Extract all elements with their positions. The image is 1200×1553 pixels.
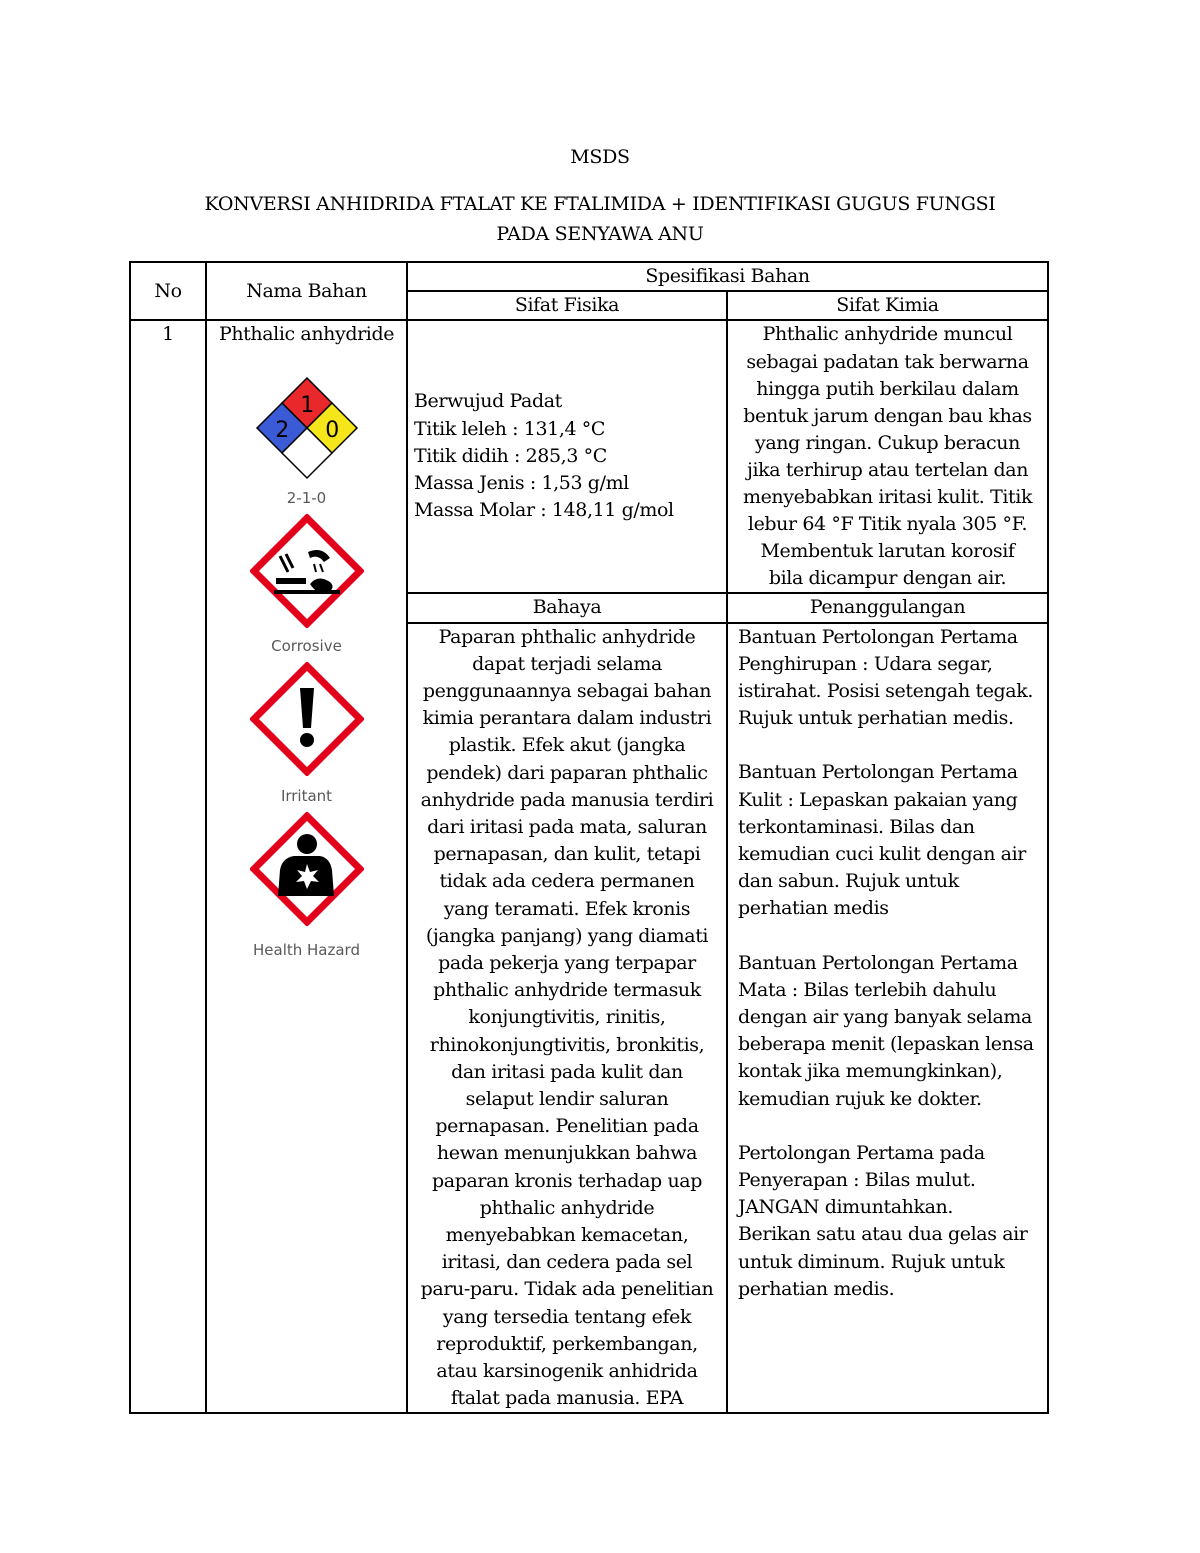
- header-nama-bahan: Nama Bahan: [206, 262, 407, 320]
- header-spesifikasi: Spesifikasi Bahan: [407, 262, 1048, 291]
- corrosive-label: Corrosive: [271, 636, 342, 655]
- nfpa-reactivity-value: 0: [324, 417, 339, 443]
- header-no: No: [130, 262, 206, 320]
- msds-table: [129, 261, 1049, 1414]
- health-hazard-icon: [250, 812, 364, 926]
- document-title: MSDS: [570, 146, 630, 168]
- corrosive-icon: [250, 514, 364, 628]
- table-row: [130, 320, 1048, 593]
- nfpa-code: 2-1-0: [286, 488, 327, 507]
- document-subtitle: KONVERSI ANHIDRIDA FTALAT KE FTALIMIDA + IDENTIFIKASI GUGUS FUNGSI PADA SENYAWA ANU: [204, 193, 996, 245]
- nfpa-health-value: 2: [274, 417, 289, 443]
- nfpa-flammability-value: 1: [299, 392, 314, 418]
- nfpa-diamond-icon: [255, 376, 359, 480]
- sifat-kimia-cell: Phthalic anhydride muncul sebagai padatan tak berwarna hingga putih berkilau dalam bentuk jarum dengan bau khas yang ringan. Cukup beracun jika terhirup atau tertelan dan menyebabkan iritasi kulit. Titik lebur 64 °F Titik nyala 305 °F. Membentuk larutan korosif bila dicampur dengan air.: [727, 320, 1048, 593]
- header-row-1: [130, 262, 1048, 291]
- header-sifat-fisika: Sifat Fisika: [407, 291, 727, 320]
- first-aid-inhalation: Bantuan Pertolongan Pertama Penghirupan : Udara segar, istirahat. Posisi setengah tegak. Rujuk untuk perhatian medis.: [738, 625, 1033, 730]
- bahaya-cell: Paparan phthalic anhydride dapat terjadi selama penggunaannya sebagai bahan kimia perantara dalam industri plastik. Efek akut (jangka pendek) dari paparan phthalic anhydride pada manusia terdiri dari iritasi pada mata, saluran pernapasan, dan kulit, tetapi tidak ada cedera permanen yang teramati. Efek kronis (jangka panjang) yang diamati pada pekerja yang terpapar phthalic anhydride termasuk konjungtivitis, rinitis, rhinokonjungtivitis, bronkitis, dan iritasi pada kulit dan selaput lendir saluran pernapasan. Penelitian pada hewan menunjukkan bahwa paparan kronis terhadap uap phthalic anhydride menyebabkan kemacetan, iritasi, dan cedera pada sel paru-paru. Tidak ada penelitian yang tersedia tentang efek reproduktif, perkembangan, atau karsinogenik anhidrida ftalat pada manusia. EPA: [407, 623, 727, 1414]
- health-hazard-label: Health Hazard: [253, 940, 360, 959]
- sifat-fisika-cell: Berwujud Padat Titik leleh : 131,4 °C Titik didih : 285,3 °C Massa Jenis : 1,53 g/ml Massa Molar : 148,11 g/mol: [407, 320, 727, 593]
- material-cell: [206, 320, 407, 1413]
- header-bahaya: Bahaya: [407, 593, 727, 622]
- header-penanggulangan: Penanggulangan: [727, 593, 1048, 622]
- row-number: 1: [130, 320, 206, 1413]
- header-sifat-kimia: Sifat Kimia: [727, 291, 1048, 320]
- irritant-label: Irritant: [280, 786, 333, 805]
- irritant-icon: [250, 662, 364, 776]
- penanggulangan-cell: [727, 623, 1048, 1414]
- first-aid-skin: Bantuan Pertolongan Pertama Kulit : Lepaskan pakaian yang terkontaminasi. Bilas dan kemudian cuci kulit dengan air dan sabun. Rujuk untuk perhatian medis: [738, 761, 1026, 920]
- first-aid-eyes: Bantuan Pertolongan Pertama Mata : Bilas terlebih dahulu dengan air yang banyak selama beberapa menit (lepaskan lensa kontak jika memungkinkan), kemudian rujuk ke dokter.: [738, 951, 1034, 1110]
- material-name: Phthalic anhydride: [218, 323, 395, 346]
- first-aid-ingestion: Pertolongan Pertama pada Penyerapan : Bilas mulut. JANGAN dimuntahkan. Berikan satu atau dua gelas air untuk diminum. Rujuk untuk perhatian medis.: [738, 1141, 1028, 1300]
